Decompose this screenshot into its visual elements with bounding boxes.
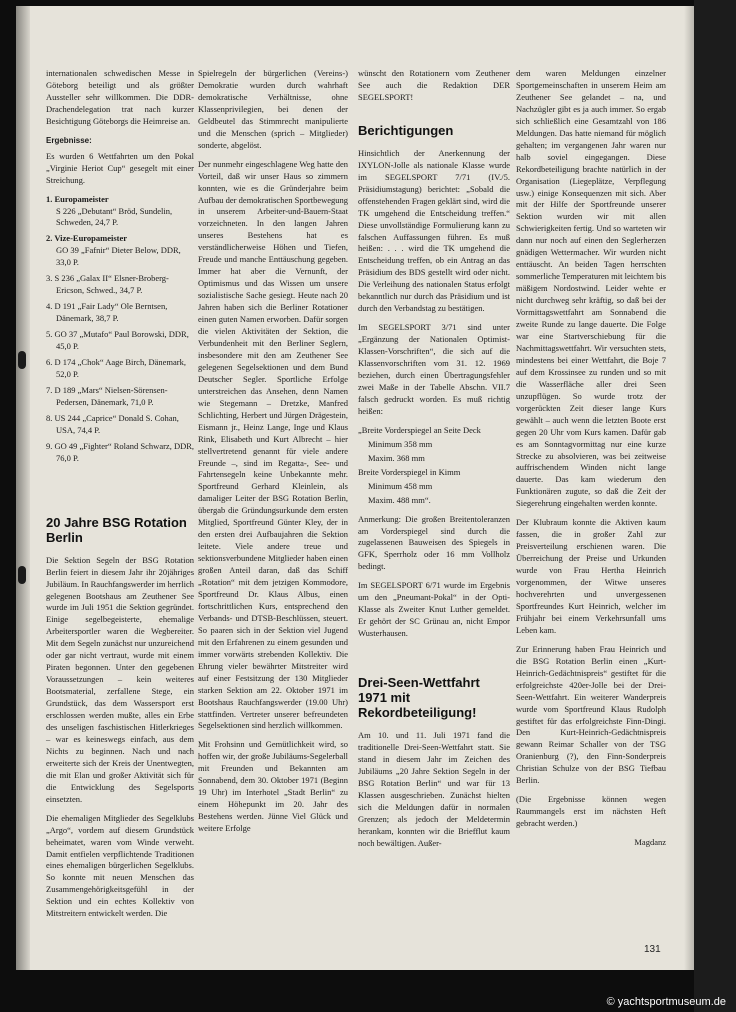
paragraph: internationalen schwedischen Messe in Göteborg beteiligt und als größter Aussteller sehr willkommen. Die DDR-Drachendelegation trat nach kurzer Besichtigung Göteborgs die Heimreise an. <box>46 68 194 126</box>
results-heading: Ergebnisse: <box>46 135 92 145</box>
spacer <box>358 647 510 675</box>
spacer <box>358 111 510 123</box>
author-signature: Magdanz <box>634 837 666 848</box>
paragraph: Anmerkung: Die großen Breitentoleranzen am Vorderspiegel sind durch die zugelassenen Bauweisen des Spiegels in GFK, Sperrholz oder 16 mm Vollholz bedingt. <box>358 513 510 572</box>
paragraph: Hinsichtlich der Anerkennung der IXYLON-Jolle als nationale Klasse wurde im SEGELSPORT 7/71 (IV./5. Präsidiumstagung) berichtet: „Sobald die offenstehenden Fragen geklärt sind, wird die TK umgehend die Entscheidung treffen.“ Diese unvollständige Formulierung kann zu falschen Auffassungen führen. Es muß heißen: . . . wird die TK umgehend die Entscheidung treffen, ob ein Antrag an das Präsidium des BDS gestellt wird oder nicht. Die Verleihung des nationalen Status erfolgt bekanntlich nur durch das Präsidium und ist durch den Verbandstag zu bestätigen. <box>358 147 510 314</box>
paragraph: Im SEGELSPORT 3/71 sind unter „Ergänzung der Nationalen Optimist-Klassen-Vorschriften“, die sich auf die Klassenvorschriften vom 31. 12. 1969 beziehen, durch einen Übertragungsfehler zwei Maße in der Tabelle Abschn. VII.7 falsch gedruckt worden. Es muß richtig heißen: <box>358 322 510 416</box>
measure-label: „Breite Vorderspiegel an Seite Deck <box>358 424 481 435</box>
measure-value: Minimum 458 mm <box>368 480 433 491</box>
column-1 <box>46 68 194 927</box>
measure-value: Maxim. 368 mm <box>368 452 425 463</box>
paragraph: Im SEGELSPORT 6/71 wurde im Ergebnis um den „Pneumant-Pokal“ in der Opti-Klasse als Zweiter Knut Luther gemeldet. Er gehört der SC Grünau an, nicht Empor Wusterhausen. <box>358 580 510 639</box>
spacer <box>46 469 194 515</box>
paragraph: Es wurden 6 Wettfahrten um den Pokal „Virginie Heriot Cup“ gesegelt mit einer Streichung. <box>46 150 194 185</box>
article-heading: Berichtigungen <box>358 122 454 138</box>
list-item: 9. GO 49 „Fighter“ Roland Schwarz, DDR, 76,0 P. <box>46 440 195 463</box>
article-heading: 20 Jahre BSG Rotation Berlin <box>46 514 187 545</box>
paragraph: Der Klubraum konnte die Aktiven kaum fassen, die in großer Zahl zur Preisverteilung erschienen waren. Die Überreichung der Preise und Urkunden wurde von Frau Hertha Heinrich vorgenommen, der Witwe unseres hochverehrten und unvergessenen Sportfreundes Kurt Heinrich, welcher im Frühjahr bei einem Verkehrsunfall ums Leben kam. <box>516 517 666 635</box>
paragraph: Spielregeln der bürgerlichen (Vereins-) Demokratie wurden durch wahrhaft demokratische Verhältnisse, ohne Klassenprivilegien, bei denen der Geldbeutel das Stimmrecht manipulierte und die Menschen (sprich – Mitglieder) sonderte, abgelöst. <box>198 68 348 150</box>
list-item: 6. D 174 „Chok“ Aage Birch, Dänemark, 52,0 P. <box>46 357 186 379</box>
paragraph: dem waren Meldungen einzelner Sportgemeinschaften in unserem Heim am Zeuthener See gelandet – na, und Nachzügler gibt es ja auch immer. So ergab sich schließlich eine Gesamtzahl von 186 Meldungen. Das hatte niemand für möglich gehalten; im vergangenen Jahr waren nur halb soviel eingegangen. Diese Rekordbeteiligung brachte natürlich in der Organisation (Liegeplätze, Verpflegung usw.) einige Konsequenzen mit sich. Aber mit der Hilfe der Sportfreunde unserer Sektion wurden wir mit allen Schwierigkeiten fertig. Und so warteten wir dann nur noch auf einen den Seglerherzen gnädigen Wettermacher. Wir wurden nicht enttäuscht. An beiden Tagen herrschten sommerliche Temperaturen mit leichtem bis mäßigem Nordostwind. Leider wehte er nicht durchweg sehr kräftig, so daß bei der Vormittagswettfahrt am Sonnabend die zweite Runde zu lange dauerte. Die Folge war eine Startverschiebung für die Nachmittagswettfahrt. Wir versuchten stets, mindestens bei einer Wettfahrt, die Boje 7 auf dem Krossinsee zu runden und so mit die Wasserfläche aller drei Seen unzupflügen. So wurde trotz der vorgerückten Zeit dieser lange Kurs gewählt – auch wenn die letzten Boote erst gegen 20 Uhr vom Kurs kamen. Dafür gab es am Sonntagvormittag nur eine kurze Strecke zu absolvieren, was bei zeitweise auffrischendem Winden nicht lange dauerte. Das kam wiederum den Funktionären zugute, so daß die Zeit der Siegerehrung eingehalten werden konnte. <box>516 68 666 509</box>
magazine-page <box>16 6 694 970</box>
page-number: 131 <box>644 944 661 955</box>
list-item: 7. D 189 „Mars“ Nielsen-Sörensen-Pedersen, Dänemark, 71,0 P. <box>46 384 168 407</box>
paragraph: Zur Erinnerung haben Frau Heinrich und die BSG Rotation Berlin einen „Kurt-Heinrich-Gedächtnispreis“ gestiftet für die erfolgreichste 420er-Jolle bei der Drei-Seen-Wettfahrt. Ein weiterer Wanderpreis wurde vom Sportfreund Klaus Rudolph gestiftet für das erfolgreichste Finn-Dingi. Den Kurt-Heinrich-Gedächtnispreis gewann Reimar Schaller von der TSG Oranienburg (?), den Finn-Sonderpreis Christian Schulze von der BSG Tiefbau Berlin. <box>516 643 666 786</box>
copyright-credit: © yachtsportmuseum.de <box>606 996 726 1008</box>
paragraph: wünscht den Rotationern vom Zeuthener See auch die Redaktion DER SEGELSPORT! <box>358 68 510 102</box>
paragraph: Die ehemaligen Mitglieder des Segelklubs „Argo“, vordem auf diesem Grundstück beheimatet, waren vom Winde verweht. Damit entfielen verpflichtende Traditionen eines ehemaligen bürgerlichen Segelklubs. So konnte mit neuen Menschen das Zusammengehörigkeitsgefühl in der Sektion und ein echtes Kollektiv von Mitstreitern entwickelt werden. Die <box>46 812 194 919</box>
paragraph: Die Sektion Segeln der BSG Rotation Berlin feiert in diesem Jahr ihr 20jähriges Jubiläum. In Rauchfangswerder im herrlich gelegenen Bootshaus am Zeuthener See wurde im Juli 1951 die Sektion gegründet. Einige segelbegeisterte, ehemalige Arbeitersportler waren die Wegbereiter. Mit dem Segeln zunächst nur unzureichend oder gar nicht vertraut, wurde mit einem Piraten begonnen. Unter den gegebenen Voraussetzungen – kein weiteres Bootsmaterial, zerfallene Stege, ein Grundstück, das dem Wassersport erst erschlossen werden mußte, alles ein Erbe des unseligen faschistischen Hitlerkrieges – war es keineswegs einfach, aus dem Nichts zu beginnen. Nach und nach erweiterte sich der Kreis der Unentwegten, die mit Elan und großer Aktivität sich für die Entwicklung des Segelsports einsetzten. <box>46 554 194 804</box>
results-list <box>46 194 194 465</box>
column-4 <box>516 68 666 849</box>
list-item: 4. D 191 „Fair Lady“ Ole Berntsen, Dänemark, 38,7 P. <box>46 301 168 324</box>
measure-label: Breite Vorderspiegel in Kimm <box>358 466 461 477</box>
list-item: 5. GO 37 „Mutafo“ Paul Borowski, DDR, 45,0 P. <box>46 329 189 352</box>
paragraph: (Die Ergebnisse können wegen Raummangels erst im nächsten Heft gebracht werden.) <box>516 794 666 829</box>
article-heading: Drei-Seen-Wettfahrt 1971 mit Rekordbeteiligung! <box>358 675 480 721</box>
list-item: 2. Vize-Europameister GO 39 „Fafnir“ Dieter Below, DDR, 33,0 P. <box>46 233 181 268</box>
paragraph: Der nunmehr eingeschlagene Weg hatte den Vorteil, daß wir unser Haus so zimmern konnten, wie es die Gründerjahre beim Aufbau der demokratischen Sportbewegung in unserem Arbeiter-und-Bauern-Staat vorzeichneten. In den langen Jahren unseres Bestehens hat es verständlicherweise Höhen und Tiefen, Freude und manche Enttäuschung gegeben. Immer hat aber die Vernunft, der Optimismus und das Wissen um unsere sozialistische Sache gesiegt. Heute nach 20 Jahren haben sich die Berliner Rotationer einen guten Namen erworben. Dafür sorgen die vielen Aktivitäten der Sektion, die Verbundenheit mit den Berliner Seglern, insbesondere mit den am Zeuthener See gelegenen Segelsektionen und dem Bund Deutscher Segler. Sportliche Erfolge unterstreichen das Ansehen, denn Namen wie Stegemann – Dretzke, Manfred Schlichting, Herbert und Jürgen Drägestein, Eismann jr., Heinz Lange, Inge und Klaus Rink, Elisabeth und Kurt Albrecht – hier stellvertretend genannt für viele andere Freunde –, sind im Regatta-, See- und Fahrtensegeln keine Unbekannte mehr. Sportfreund Gerhard Kleinlein, als damaliger Leiter der BSG Rotation Berlin, übergab die Gründungsurkunde dem ersten Mitglied, Sportfreund Günter Kley, der in den ersten drei Aufbaujahren die Sektion leitete. Viele andere treue und sektionsverbundene Mitglieder haben einen großen Anteil daran, daß das Schiff „Rotation“ mit dem jetzigen Kommodore, Sportfreund Dr. Klaus Albus, einen fortschrittlichen Kurs, entsprechend den Verbands- und DTSB-Beschlüssen, steuert. So paaren sich in der Sektion viel Jugend mit den Erfahrenen zu einem gesunden und immer vorwärts strebenden Kollektiv. Die Ehrung vieler bewährter Mitstreiter wird auf einer Festsitzung der 130 Mitglieder starken Sektion am 22. Oktober 1971 im Bootshaus Rauchfangswerder (19.00 Uhr) stattfinden. Vertreter unserer befreundeten Segelsektionen sind herzlich willkommen. <box>198 158 348 731</box>
paragraph: Mit Frohsinn und Gemütlichkeit wird, so hoffen wir, der große Jubiläums-Segelerball mit Freunden und Bekannten am Sonnabend, dem 30. Oktober 1971 (Beginn 19 Uhr) im Interhotel „Stadt Berlin“ zu einem Höhepunkt im 20. Jahr des Bestehens werden. Jünne Viel Glück und weitere Erfolge <box>198 739 348 834</box>
column-2 <box>198 68 348 842</box>
measure-value: Maxim. 488 mm“. <box>368 494 431 505</box>
list-item: 3. S 236 „Galax II“ Elsner-Broberg-Ericson, Schwed., 34,7 P. <box>46 273 169 296</box>
binding-hole <box>18 351 26 369</box>
binding-hole <box>18 566 26 584</box>
column-3 <box>358 68 510 857</box>
list-item: 8. US 244 „Caprice“ Donald S. Cohan, USA, 74,4 P. <box>46 412 179 435</box>
paragraph: Am 10. und 11. Juli 1971 fand die traditionelle Drei-Seen-Wettfahrt statt. Sie stand in diesem Jahr im Zeichen des Jubiläums „20 Jahre Sektion Segeln in der BSG Rotation Berlin“ und war für 13 Klassen ausgeschrieben. Zunächst hielten sich die Meldungen dafür in normalen Grenzen; als jedoch der Meldetermin herankam, konnten wir die Briefflut kaum noch bewältigen. Außer- <box>358 730 510 848</box>
list-item: 1. Europameister S 226 „Debutant“ Bröd, Sundelin, Schweden, 24,7 P. <box>46 193 173 228</box>
background-strip <box>694 0 736 1012</box>
measure-value: Minimum 358 mm <box>368 438 433 449</box>
